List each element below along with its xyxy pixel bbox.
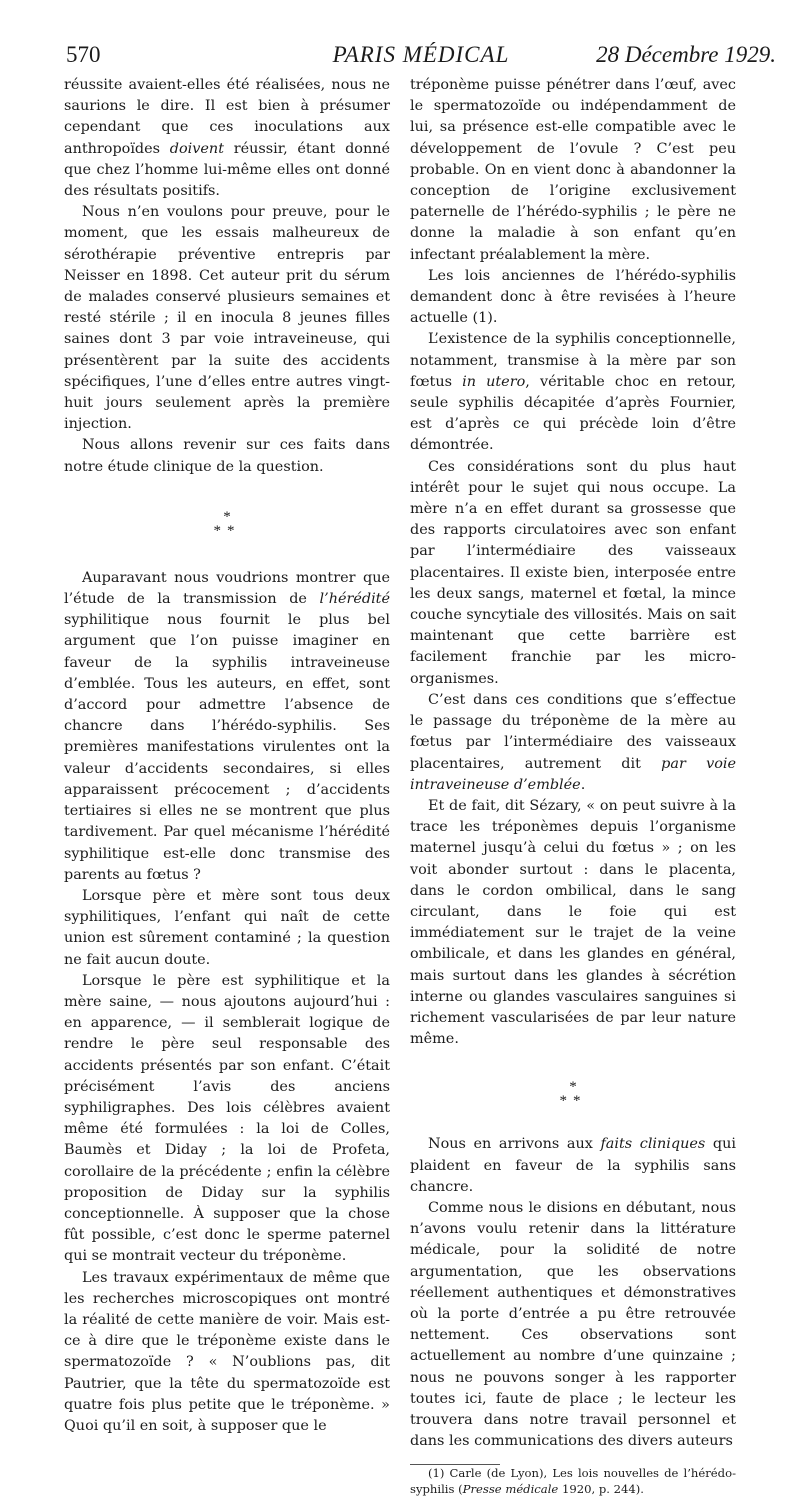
paragraph: Auparavant nous voudrions montrer que l’étude de la transmission de l’hérédité syphilitique nous fournit le plus bel argument que l’on puisse imaginer en faveur de la syphilis intraveineuse d’emblée. Tous les auteurs, en effet, sont d’accord pour admettre l’absence de chancre dans l’hérédo-syphilis. Ses premières manifestations virulentes ont la valeur d’accidents secondaires, si elles apparaissent précocement ; d’accidents tertiaires si elles ne se montrent que plus tardivement. Par quel mécanisme l’hérédité syphilitique est-elle donc transmise des parents au fœtus ? [64, 569, 390, 883]
paragraph: Ces considérations sont du plus haut intérêt pour le sujet qui nous occupe. La mère n’a en effet durant sa grossesse que des rapports circulatoires avec son enfant par l’intermédiaire des vaisseaux placentaires. Il existe bien, interposée entre les deux sangs, maternel et fœtal, la mince couche syncytiale des villosités. Mais on sait maintenant que cette barrière est facilement franchie par les micro-organismes. [410, 458, 736, 687]
paragraph: Lorsque père et mère sont tous deux syphilitiques, l’enfant qui naît de cette union est sûrement contaminé ; la question ne fait aucun doute. [64, 887, 390, 968]
paragraph: réussite avaient-elles été réalisées, nous ne saurions le dire. Il est bien à présumer cependant que ces inoculations aux anthropoïdes doivent réussir, étant donné que chez l’homme lui-même elles ont donné des résultats positifs. [64, 77, 391, 200]
footnote: (1) Carle (de Lyon), Les lois nouvelles de l’hérédo-syphilis (Presse médicale 1920, p. 244). [410, 1466, 736, 1497]
page-header [66, 42, 776, 72]
section-separator: * ** [559, 1079, 587, 1110]
paragraph: L’existence de la syphilis conceptionnelle, notamment, transmise à la mère par son fœtus in utero, véritable choc en retour, seule syphilis décapitée d’après Fournier, est d’après ce qui précède loin d’être démontrée. [410, 331, 736, 454]
paragraph: Les travaux expérimentaux de même que les recherches microscopiques ont montré la réalité de cette manière de voir. Mais est-ce à dire que le tréponème existe dans le spermatozoïde ? « N’oublions pas, dit Pautrier, que la tête du spermatozoïde est quatre fois plus petite que le tréponème. » Quoi qu’il en soit, à supposer que le [64, 1269, 390, 1434]
paragraph: Nous n’en voulons pour preuve, pour le moment, que les essais malheureux de sérothérapie préventive entrepris par Neisser en 1898. Cet auteur prit du sérum de malades conservé plusieurs semaines et resté stérile ; il en inocula 8 jeunes filles saines dont 3 par voie intraveineuse, qui présentèrent par la suite des accidents spécifiques, l’une d’elles entre autres vingt-huit jours seulement après la première injection. [64, 204, 390, 433]
issue-date: 28 Décembre 1929. [596, 42, 776, 67]
paragraph: Nous allons revenir sur ces faits dans notre étude clinique de la question. [64, 437, 390, 475]
paragraph: Nous en arrivons aux faits cliniques qui plaident en faveur de la syphilis sans chancre. [410, 1136, 736, 1195]
paragraph: Comme nous le disions en débutant, nous n’avons voulu retenir dans la littérature médicale, pour la solidité de notre argumentation, que les observations réellement authentiques et démonstratives où la porte d’entrée a pu être retrouvée nettement. Ces observations sont actuellement au nombre d’une quinzaine ; nous ne pouvons songer à les rapporter toutes ici, faute de place ; le lecteur les trouvera dans notre travail personnel et dans les communications des divers auteurs [410, 1199, 736, 1450]
paragraph: Et de fait, dit Sézary, « on peut suivre à la trace les tréponèmes depuis l’organisme maternel jusqu’à celui du fœtus » ; on les voit abonder surtout : dans le placenta, dans le cordon ombilical, dans le sang circulant, dans le foie qui est immédiatement sur le trajet de la veine ombilicale, et dans les glandes en général, mais surtout dans les glandes à sécrétion interne ou glandes vasculaires sanguines si richement vascularisées de par leur nature même. [410, 797, 736, 1048]
page-number: 570 [66, 42, 101, 67]
journal-title: PARIS MÉDICAL [332, 42, 510, 67]
paragraph: tréponème puisse pénétrer dans l’œuf, avec le spermatozoïde ou indépendamment de lui, sa présence est-elle compatible avec le développement de l’ovule ? C’est peu probable. On en vient donc à abandonner la conception de l’origine exclusivement paternelle de l’hérédo-syphilis ; le père ne donne la maladie à son enfant qu’en infectant préalablement la mère. [410, 77, 736, 263]
left-column [64, 75, 390, 1437]
section-separator: * ** [213, 508, 241, 539]
right-column [410, 75, 736, 1497]
paragraph: C’est dans ces conditions que s’effectue le passage du tréponème de la mère au fœtus par l’intermédiaire des vaisseaux placentaires, autrement dit par voie intraveineuse d’emblée. [410, 691, 736, 793]
paragraph: Les lois anciennes de l’hérédo-syphilis demandent donc à être revisées à l’heure actuelle (1). [410, 267, 736, 327]
paragraph: Lorsque le père est syphilitique et la mère saine, — nous ajoutons aujourd’hui : en apparence, — il semblerait logique de rendre le père seul responsable des accidents présentés par son enfant. C’était précisément l’avis des anciens syphiligraphes. Des lois célèbres avaient même été formulées : la loi de Colles, Baumès et Diday ; la loi de Profeta, corollaire de la précédente ; enfin la célèbre proposition de Diday sur la syphilis conceptionnelle. À supposer que la chose fût possible, c’est donc le sperme paternel qui se montrait vecteur du tréponème. [64, 972, 390, 1265]
